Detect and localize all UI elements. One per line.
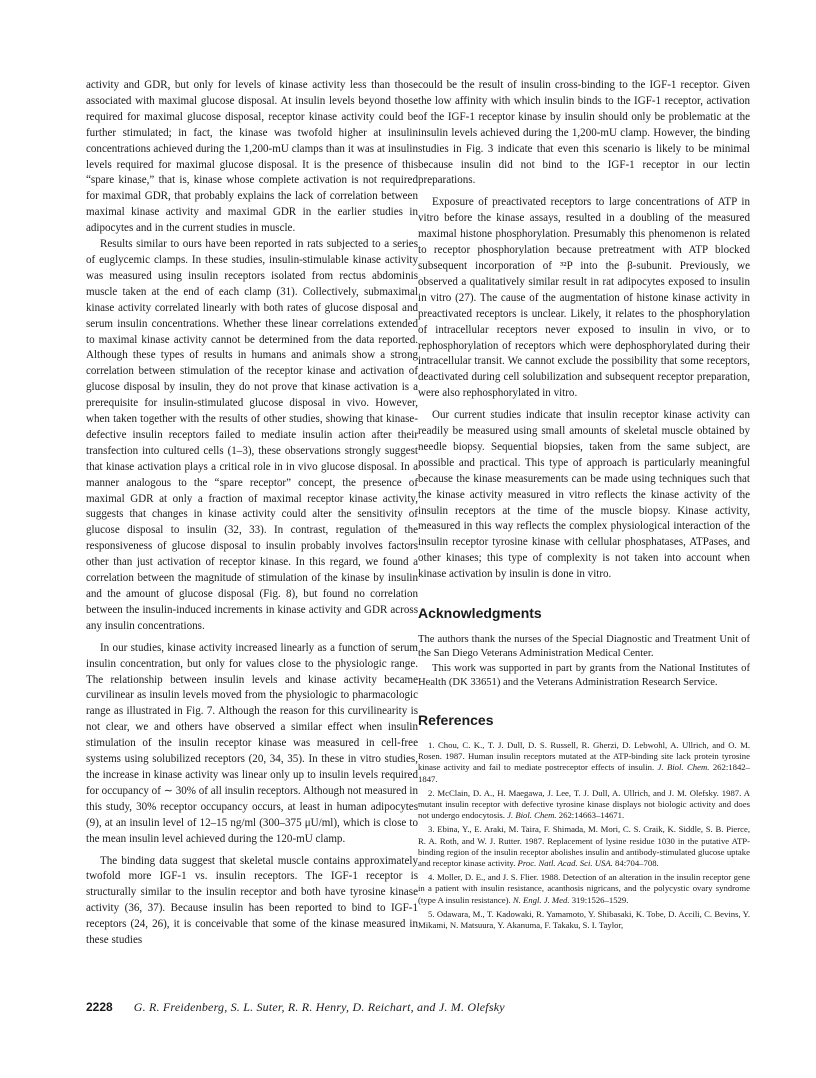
- reference-item: 4. Moller, D. E., and J. S. Flier. 1988. Detection of an alteration in the insulin receptor gene in a patient with insulin resistance, acanthosis nigricans, and the polycystic ovary syndrome (type A insulin resistance). N. Engl. J. Med. 319:1526–1529.: [418, 872, 750, 905]
- page-footer: [86, 1000, 746, 1015]
- body-paragraph: activity and GDR, but only for levels of kinase activity less than those associated with maximal glucose disposal. At insulin levels beyond those required for maximal glucose disposal, receptor kinase activity could be further stimulated; in fact, the kinase was twofold higher at insulin concentrations achieved during the 1,200-mU clamps than it was at insulin levels required for maximal glucose disposal. It is the presence of this “spare kinase,” that is, kinase whose complete activation is not required for maximal GDR, that probably explains the lack of correlation between maximal kinase activity and maximal GDR in the earlier studies in adipocytes and in the current studies in muscle.: [86, 79, 418, 235]
- running-authors: G. R. Freidenberg, S. L. Suter, R. R. Henry, D. Reichart, and J. M. Olefsky: [133, 1000, 505, 1014]
- reference-list: [418, 740, 750, 931]
- acknowledgments-heading: Acknowledgments: [418, 605, 542, 622]
- page-number: 2228: [86, 1000, 113, 1014]
- body-paragraph: Results similar to ours have been reported in rats subjected to a series of euglycemic clamps. In these studies, insulin-stimulable kinase activity was measured using insulin receptors isolated from rectus abdominis muscle taken at the end of each clamp (31). Collectively, submaximal kinase activity correlated linearly with both rates of glucose disposal and serum insulin concentrations. Whether these linear correlations extended to maximal kinase activity cannot be determined from the data reported. Although these types of results in humans and animals show a strong correlation between stimulation of the receptor kinase and activation of glucose disposal by insulin, they do not prove that kinase activation is a prerequisite for insulin-stimulated glucose disposal in vivo. However, when taken together with the results of other studies, showing that kinase-defective insulin receptors failed to mediate insulin action after their transfection into cultured cells (1–3), these observations strongly suggest that kinase activation plays a critical role in in vivo glucose disposal. In a manner analogous to the “spare receptor” concept, the presence of maximal GDR at only a fraction of maximal receptor kinase activity, suggests that changes in kinase activity could alter the sensitivity of glucose disposal to insulin (32, 33). In contrast, regulation of the responsiveness of glucose disposal to insulin probably involves factors other than just activation of receptor kinase. In this regard, we found a correlation between the magnitude of stimulation of the kinase by insulin and the amount of glucose disposal (Fig. 8), but found no correlation between the insulin-induced increments in kinase activity and GDR across any insulin concentrations.: [86, 238, 418, 632]
- references-heading: References: [418, 711, 494, 728]
- body-paragraph: could be the result of insulin cross-binding to the IGF-1 receptor. Given the low affinity with which insulin binds to the IGF-1 receptor, activation of the IGF-1 receptor kinase by insulin should only be problematic at the insulin levels achieved during the 1,200-mU clamp. However, the binding studies in Fig. 3 indicate that even this scenario is likely to be minimal because insulin did not bind to the IGF-1 receptor in our lectin preparations.: [418, 79, 750, 187]
- reference-item: 5. Odawara, M., T. Kadowaki, R. Yamamoto, Y. Shibasaki, K. Tobe, D. Accili, C. Bevins, Y. Mikami, N. Matsuura, Y. Akanuma, F. Takaku, S. I. Taylor,: [418, 908, 750, 930]
- reference-item: 1. Chou, C. K., T. J. Dull, D. S. Russell, R. Gherzi, D. Lebwohl, A. Ullrich, and O. M. Rosen. 1987. Human insulin receptors mutated at the ATP-binding site lack protein tyrosine kinase activity and fail to mediate postreceptor effects of insulin. J. Biol. Chem. 262:1842–1847.: [418, 739, 750, 784]
- right-column: [418, 78, 750, 934]
- body-paragraph: Exposure of preactivated receptors to large concentrations of ATP in vitro before the kinase assays, resulted in a doubling of the measured maximal histone phosphorylation. Presumably this phenomenon is related to receptor phosphorylation because pretreatment with ATP blocked subsequent incorporation of ³²P into the β-subunit. Previously, we observed a qualitatively similar result in rat adipocytes exposed to insulin in vitro (27). The cause of the augmentation of histone kinase activity in preactivated receptors is unclear. Likely, it relates to the phosphorylation of intracellular receptors never exposed to insulin in vivo, or to rephosphorylation of receptors which were dephosphorylated during their intracellular transit. We cannot exclude the possibility that some receptors, deactivated during cell solubilization and subsequent receptor preparation, were also rephosphorylated in vitro.: [418, 196, 750, 400]
- left-column: [86, 78, 418, 949]
- body-paragraph: The binding data suggest that skeletal muscle contains approximately twofold more IGF-1 vs. insulin receptors. The IGF-1 receptor is structurally similar to the insulin receptor and both have tyrosine kinase activity (36, 37). Because insulin has been reported to bind to IGF-1 receptors (24, 26), it is conceivable that some of the kinase measured in these studies: [86, 854, 418, 947]
- acknowledgment-paragraph: The authors thank the nurses of the Special Diagnostic and Treatment Unit of the San Diego Veterans Administration Medical Center.: [418, 634, 750, 660]
- reference-item: 3. Ebina, Y., E. Araki, M. Taira, F. Shimada, M. Mori, C. S. Craik, K. Siddle, S. B. Pierce, R. A. Roth, and W. J. Rutter. 1987. Replacement of lysine residue 1030 in the putative ATP-binding region of the insulin receptor abolishes insulin and antibody-stimulated glucose uptake and receptor kinase activity. Proc. Natl. Acad. Sci. USA. 84:704–708.: [418, 824, 750, 868]
- reference-item: 2. McClain, D. A., H. Maegawa, J. Lee, T. J. Dull, A. Ullrich, and J. M. Olefsky. 1987. A mutant insulin receptor with defective tyrosine kinase displays not biologic activity and does not undergo endocytosis. J. Biol. Chem. 262:14663–14671.: [418, 787, 750, 821]
- body-paragraph: Our current studies indicate that insulin receptor kinase activity can readily be measured using small amounts of skeletal muscle obtained by needle biopsy. Sequential biopsies, taken from the same subject, are possible and practical. This type of approach is particularly meaningful because the kinase measurements can be made using techniques such that the kinase activity measured in vitro reflects the kinase activity of the insulin receptors at the time of the muscle biopsy. Kinase activity, measured in this way reflects the complex physiological interaction of the insulin receptor tyrosine kinase with cellular phosphatases, ATPases, and other kinases; this type of complexity is not taken into account when kinase activation by insulin is done in vitro.: [418, 409, 750, 581]
- acknowledgment-paragraph: This work was supported in part by grants from the National Institutes of Health (DK 33651) and the Veterans Administration Research Service.: [418, 662, 750, 688]
- body-paragraph: In our studies, kinase activity increased linearly as a function of serum insulin concentration, but only for values close to the physiologic range. The relationship between insulin levels and kinase activity became curvilinear as insulin levels moved from the physiologic to pharmacologic range as illustrated in Fig. 7. Although the reason for this curvilinearity is not clear, we and others have observed a similar effect when insulin stimulation of the insulin receptor kinase was measured in cell-free systems using solubilized receptors (20, 34, 35). In these in vitro studies, the increase in kinase activity was linear only up to insulin levels required for occupancy of ∼ 30% of all insulin receptors. Although not measured in this study, 30% receptor occupancy occurs, at least in human adipocytes (9), at an insulin level of 12–15 ng/ml (300–375 μU/ml), which is close to the mean insulin level achieved during the 120-mU clamp.: [86, 641, 418, 845]
